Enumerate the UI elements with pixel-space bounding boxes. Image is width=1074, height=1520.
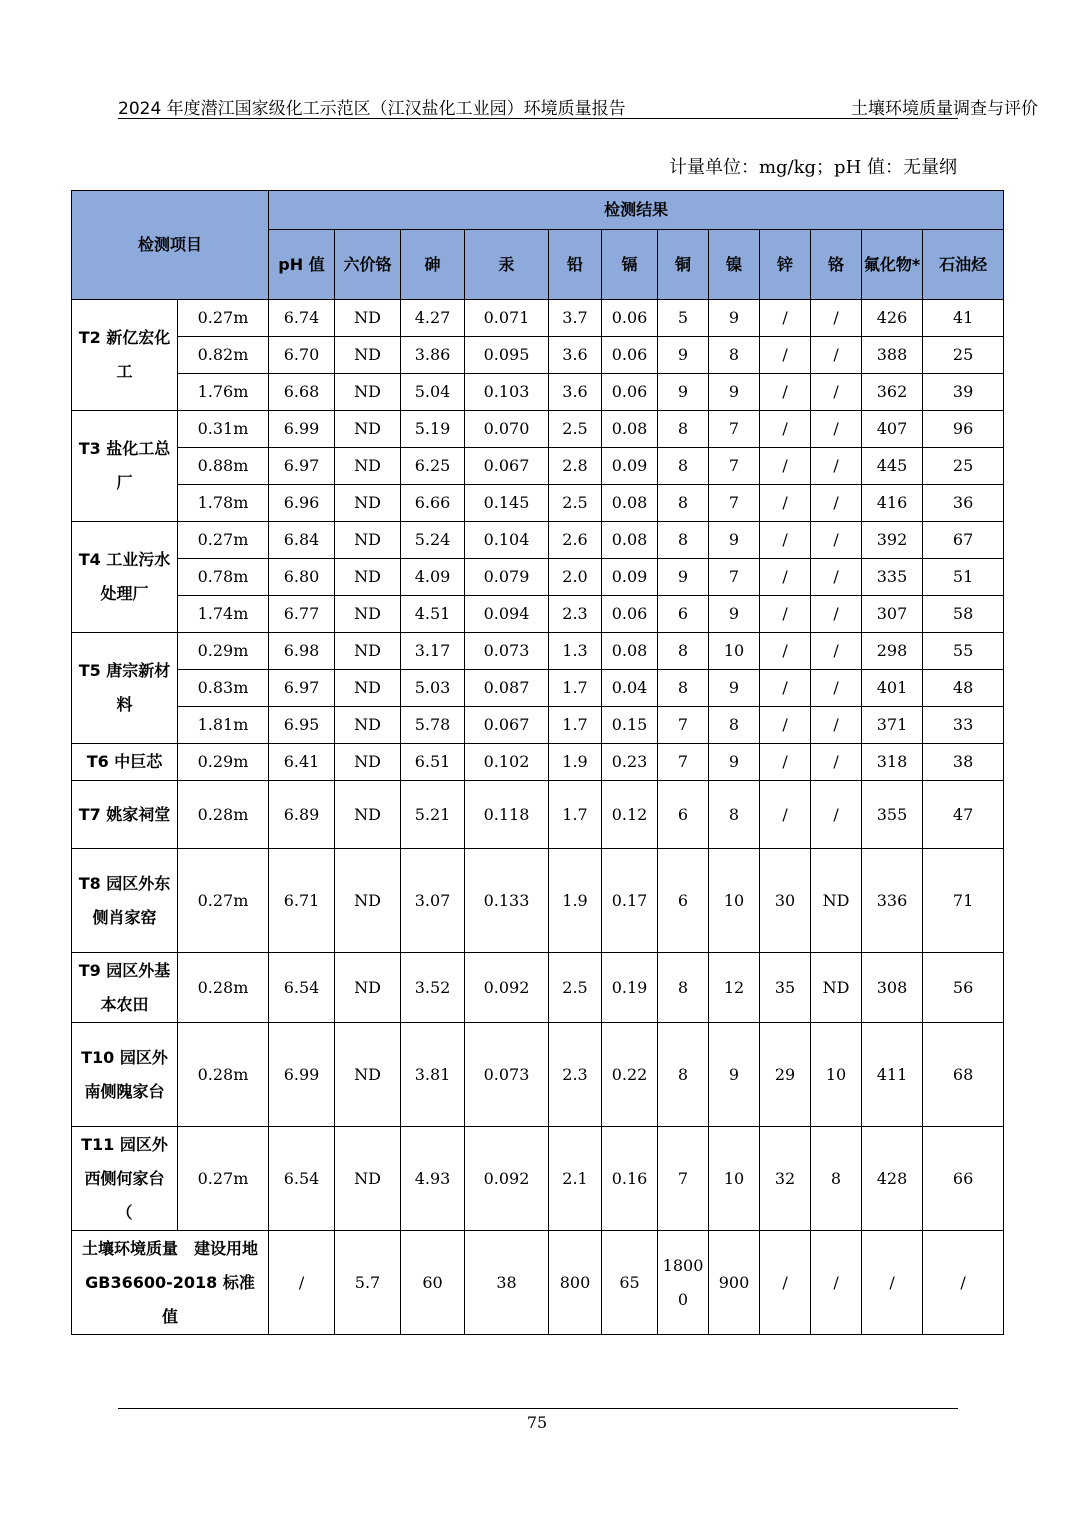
depth-cell: 0.28m	[178, 781, 269, 849]
depth-cell: 0.28m	[178, 1023, 269, 1127]
value-cell: 0.073	[465, 1023, 549, 1127]
value-cell: 3.07	[401, 849, 465, 953]
header-rule	[118, 118, 958, 119]
value-cell: 6.25	[401, 448, 465, 485]
value-cell: 5.21	[401, 781, 465, 849]
value-cell: /	[811, 485, 862, 522]
value-cell: /	[811, 633, 862, 670]
value-cell: 6.68	[269, 374, 335, 411]
value-cell: /	[760, 596, 811, 633]
value-cell: 0.067	[465, 448, 549, 485]
value-cell: 1.9	[549, 849, 602, 953]
value-cell: 6.66	[401, 485, 465, 522]
table-row	[72, 559, 1004, 596]
value-cell: ND	[335, 485, 401, 522]
value-cell: 7	[709, 448, 760, 485]
value-cell: 3.17	[401, 633, 465, 670]
value-cell: 25	[923, 337, 1004, 374]
value-cell: 0.079	[465, 559, 549, 596]
value-cell: 39	[923, 374, 1004, 411]
column-header: 汞	[465, 230, 549, 300]
value-cell: 7	[709, 485, 760, 522]
depth-cell: 0.82m	[178, 337, 269, 374]
page-number: 75	[526, 1413, 548, 1432]
depth-cell: 0.83m	[178, 670, 269, 707]
value-cell: 0.092	[465, 1127, 549, 1231]
standard-value-cell: /	[923, 1231, 1004, 1335]
value-cell: 1.7	[549, 670, 602, 707]
value-cell: 41	[923, 300, 1004, 337]
site-name-cell: T7 姚家祠堂	[72, 781, 178, 849]
value-cell: 428	[862, 1127, 923, 1231]
value-cell: 3.52	[401, 953, 465, 1023]
value-cell: 0.08	[602, 411, 658, 448]
value-cell: 2.5	[549, 953, 602, 1023]
standard-row	[72, 1231, 1004, 1335]
depth-cell: 0.88m	[178, 448, 269, 485]
value-cell: 48	[923, 670, 1004, 707]
value-cell: /	[811, 411, 862, 448]
value-cell: ND	[335, 670, 401, 707]
value-cell: /	[760, 485, 811, 522]
depth-cell: 1.76m	[178, 374, 269, 411]
standard-label-cell: 土壤环境质量 建设用地 GB36600-2018 标准值	[72, 1231, 269, 1335]
value-cell: ND	[335, 522, 401, 559]
value-cell: /	[760, 744, 811, 781]
column-header: 镉	[602, 230, 658, 300]
value-cell: 6.41	[269, 744, 335, 781]
value-cell: 0.118	[465, 781, 549, 849]
value-cell: 10	[709, 633, 760, 670]
value-cell: 5	[658, 300, 709, 337]
value-cell: 2.8	[549, 448, 602, 485]
site-name-cell: T6 中巨芯	[72, 744, 178, 781]
standard-value-cell: /	[269, 1231, 335, 1335]
value-cell: 1.7	[549, 707, 602, 744]
value-cell: 0.09	[602, 559, 658, 596]
table-row	[72, 744, 1004, 781]
depth-cell: 0.27m	[178, 849, 269, 953]
column-header: 砷	[401, 230, 465, 300]
site-name-cell: T8 园区外东侧肖家窑	[72, 849, 178, 953]
value-cell: 7	[709, 411, 760, 448]
value-cell: 0.094	[465, 596, 549, 633]
standard-value-cell: /	[811, 1231, 862, 1335]
value-cell: 8	[811, 1127, 862, 1231]
depth-cell: 0.31m	[178, 411, 269, 448]
value-cell: 416	[862, 485, 923, 522]
value-cell: 8	[709, 337, 760, 374]
value-cell: 1.7	[549, 781, 602, 849]
value-cell: 10	[709, 849, 760, 953]
value-cell: 0.08	[602, 522, 658, 559]
header-row-group	[72, 191, 1004, 230]
value-cell: 30	[760, 849, 811, 953]
value-cell: /	[811, 374, 862, 411]
value-cell: 1.9	[549, 744, 602, 781]
value-cell: 35	[760, 953, 811, 1023]
value-cell: 6.80	[269, 559, 335, 596]
value-cell: 5.19	[401, 411, 465, 448]
value-cell: 6.77	[269, 596, 335, 633]
value-cell: 7	[658, 1127, 709, 1231]
value-cell: 3.6	[549, 374, 602, 411]
value-cell: 2.1	[549, 1127, 602, 1231]
value-cell: 9	[709, 522, 760, 559]
site-name-cell: T5 唐宗新材料	[72, 633, 178, 744]
value-cell: 10	[811, 1023, 862, 1127]
value-cell: 6.97	[269, 670, 335, 707]
value-cell: ND	[335, 953, 401, 1023]
value-cell: 0.071	[465, 300, 549, 337]
value-cell: 6.71	[269, 849, 335, 953]
value-cell: 6.97	[269, 448, 335, 485]
value-cell: /	[760, 448, 811, 485]
depth-cell: 0.29m	[178, 633, 269, 670]
table-row	[72, 1127, 1004, 1231]
value-cell: /	[811, 707, 862, 744]
value-cell: 12	[709, 953, 760, 1023]
value-cell: 0.04	[602, 670, 658, 707]
value-cell: 6	[658, 849, 709, 953]
value-cell: /	[811, 670, 862, 707]
value-cell: ND	[335, 781, 401, 849]
value-cell: 8	[658, 670, 709, 707]
table-row	[72, 522, 1004, 559]
value-cell: 8	[658, 522, 709, 559]
value-cell: ND	[335, 300, 401, 337]
site-name-cell: T4 工业污水处理厂	[72, 522, 178, 633]
value-cell: 0.104	[465, 522, 549, 559]
header-right-title: 土壤环境质量调查与评价	[851, 99, 1038, 119]
value-cell: 7	[709, 559, 760, 596]
value-cell: 25	[923, 448, 1004, 485]
value-cell: /	[811, 559, 862, 596]
value-cell: 6.74	[269, 300, 335, 337]
value-cell: 55	[923, 633, 1004, 670]
table-row	[72, 448, 1004, 485]
value-cell: 6	[658, 596, 709, 633]
value-cell: 0.09	[602, 448, 658, 485]
value-cell: 2.3	[549, 1023, 602, 1127]
standard-value-cell: 60	[401, 1231, 465, 1335]
depth-cell: 0.27m	[178, 300, 269, 337]
value-cell: ND	[335, 337, 401, 374]
value-cell: 0.08	[602, 485, 658, 522]
value-cell: 66	[923, 1127, 1004, 1231]
value-cell: 67	[923, 522, 1004, 559]
value-cell: 407	[862, 411, 923, 448]
value-cell: 0.087	[465, 670, 549, 707]
value-cell: 3.86	[401, 337, 465, 374]
table-row	[72, 670, 1004, 707]
table-row	[72, 337, 1004, 374]
value-cell: 355	[862, 781, 923, 849]
table-row	[72, 707, 1004, 744]
standard-value-cell: 65	[602, 1231, 658, 1335]
value-cell: /	[811, 337, 862, 374]
value-cell: 2.3	[549, 596, 602, 633]
value-cell: 5.04	[401, 374, 465, 411]
header-results-group: 检测结果	[269, 191, 1004, 230]
value-cell: ND	[335, 411, 401, 448]
value-cell: /	[760, 707, 811, 744]
value-cell: ND	[335, 707, 401, 744]
value-cell: 29	[760, 1023, 811, 1127]
value-cell: 7	[658, 707, 709, 744]
value-cell: 411	[862, 1023, 923, 1127]
value-cell: 0.19	[602, 953, 658, 1023]
value-cell: 56	[923, 953, 1004, 1023]
value-cell: 9	[658, 374, 709, 411]
value-cell: 9	[658, 559, 709, 596]
value-cell: 0.073	[465, 633, 549, 670]
value-cell: 38	[923, 744, 1004, 781]
standard-value-cell: 900	[709, 1231, 760, 1335]
value-cell: 33	[923, 707, 1004, 744]
value-cell: 9	[658, 337, 709, 374]
value-cell: 7	[658, 744, 709, 781]
value-cell: ND	[335, 596, 401, 633]
header-left-title: 2024 年度潜江国家级化工示范区（江汉盐化工业园）环境质量报告	[118, 99, 626, 119]
site-name-cell: T3 盐化工总厂	[72, 411, 178, 522]
value-cell: 362	[862, 374, 923, 411]
value-cell: 336	[862, 849, 923, 953]
table-row	[72, 485, 1004, 522]
value-cell: 0.23	[602, 744, 658, 781]
value-cell: 6.84	[269, 522, 335, 559]
value-cell: 32	[760, 1127, 811, 1231]
value-cell: 3.6	[549, 337, 602, 374]
value-cell: 51	[923, 559, 1004, 596]
value-cell: 9	[709, 1023, 760, 1127]
value-cell: 0.16	[602, 1127, 658, 1231]
value-cell: 0.145	[465, 485, 549, 522]
value-cell: 0.22	[602, 1023, 658, 1127]
table-row	[72, 300, 1004, 337]
value-cell: 71	[923, 849, 1004, 953]
depth-cell: 0.27m	[178, 1127, 269, 1231]
value-cell: ND	[335, 744, 401, 781]
value-cell: 335	[862, 559, 923, 596]
value-cell: 47	[923, 781, 1004, 849]
value-cell: /	[760, 559, 811, 596]
value-cell: 401	[862, 670, 923, 707]
value-cell: /	[760, 633, 811, 670]
value-cell: 8	[658, 448, 709, 485]
value-cell: 5.03	[401, 670, 465, 707]
value-cell: 0.102	[465, 744, 549, 781]
depth-cell: 1.78m	[178, 485, 269, 522]
value-cell: 0.17	[602, 849, 658, 953]
table-body	[72, 300, 1004, 1335]
value-cell: /	[760, 522, 811, 559]
column-header: 锌	[760, 230, 811, 300]
value-cell: 307	[862, 596, 923, 633]
value-cell: /	[811, 522, 862, 559]
value-cell: 6.98	[269, 633, 335, 670]
depth-cell: 0.28m	[178, 953, 269, 1023]
value-cell: 9	[709, 300, 760, 337]
value-cell: 4.51	[401, 596, 465, 633]
header-test-item: 检测项目	[72, 191, 269, 300]
value-cell: ND	[335, 559, 401, 596]
value-cell: ND	[811, 953, 862, 1023]
value-cell: 6	[658, 781, 709, 849]
value-cell: /	[811, 448, 862, 485]
site-name-cell: T2 新亿宏化工	[72, 300, 178, 411]
value-cell: /	[760, 337, 811, 374]
value-cell: 1.3	[549, 633, 602, 670]
table-row	[72, 596, 1004, 633]
value-cell: 0.103	[465, 374, 549, 411]
value-cell: 4.93	[401, 1127, 465, 1231]
value-cell: 6.51	[401, 744, 465, 781]
value-cell: 0.08	[602, 633, 658, 670]
value-cell: ND	[335, 633, 401, 670]
value-cell: 298	[862, 633, 923, 670]
depth-cell: 0.29m	[178, 744, 269, 781]
value-cell: 6.54	[269, 1127, 335, 1231]
value-cell: 2.5	[549, 411, 602, 448]
value-cell: 96	[923, 411, 1004, 448]
soil-results-table	[71, 190, 1004, 1335]
table-row	[72, 953, 1004, 1023]
value-cell: 3.81	[401, 1023, 465, 1127]
value-cell: 0.06	[602, 337, 658, 374]
value-cell: 0.067	[465, 707, 549, 744]
value-cell: 68	[923, 1023, 1004, 1127]
value-cell: /	[760, 670, 811, 707]
value-cell: 0.15	[602, 707, 658, 744]
value-cell: ND	[335, 448, 401, 485]
value-cell: ND	[335, 1023, 401, 1127]
value-cell: 9	[709, 744, 760, 781]
table-row	[72, 781, 1004, 849]
value-cell: 0.06	[602, 300, 658, 337]
value-cell: 9	[709, 374, 760, 411]
value-cell: 58	[923, 596, 1004, 633]
value-cell: /	[760, 374, 811, 411]
column-header: 铬	[811, 230, 862, 300]
value-cell: 2.6	[549, 522, 602, 559]
value-cell: /	[760, 411, 811, 448]
value-cell: /	[760, 781, 811, 849]
standard-value-cell: /	[862, 1231, 923, 1335]
column-header: 铅	[549, 230, 602, 300]
table-row	[72, 411, 1004, 448]
value-cell: 8	[658, 633, 709, 670]
value-cell: 0.12	[602, 781, 658, 849]
column-header: 石油烃	[923, 230, 1004, 300]
value-cell: 0.092	[465, 953, 549, 1023]
value-cell: 9	[709, 596, 760, 633]
standard-value-cell: 800	[549, 1231, 602, 1335]
value-cell: ND	[335, 849, 401, 953]
site-name-cell: T11 园区外西侧何家台（	[72, 1127, 178, 1231]
value-cell: 8	[658, 411, 709, 448]
value-cell: /	[811, 781, 862, 849]
value-cell: 6.89	[269, 781, 335, 849]
depth-cell: 1.81m	[178, 707, 269, 744]
column-header: 镍	[709, 230, 760, 300]
footer-rule	[118, 1408, 958, 1409]
value-cell: 388	[862, 337, 923, 374]
value-cell: 4.27	[401, 300, 465, 337]
value-cell: 0.095	[465, 337, 549, 374]
value-cell: ND	[811, 849, 862, 953]
value-cell: 8	[658, 485, 709, 522]
depth-cell: 0.27m	[178, 522, 269, 559]
value-cell: /	[811, 744, 862, 781]
value-cell: /	[811, 300, 862, 337]
value-cell: 8	[658, 1023, 709, 1127]
value-cell: 445	[862, 448, 923, 485]
value-cell: 10	[709, 1127, 760, 1231]
value-cell: 8	[709, 707, 760, 744]
standard-value-cell: 38	[465, 1231, 549, 1335]
value-cell: 5.24	[401, 522, 465, 559]
column-header: 氟化物*	[862, 230, 923, 300]
value-cell: 318	[862, 744, 923, 781]
unit-note: 计量单位：mg/kg；pH 值：无量纲	[668, 157, 957, 178]
column-header: 铜	[658, 230, 709, 300]
depth-cell: 0.78m	[178, 559, 269, 596]
value-cell: 2.5	[549, 485, 602, 522]
table-row	[72, 374, 1004, 411]
value-cell: 426	[862, 300, 923, 337]
value-cell: 0.133	[465, 849, 549, 953]
value-cell: 6.99	[269, 1023, 335, 1127]
value-cell: 6.70	[269, 337, 335, 374]
value-cell: ND	[335, 1127, 401, 1231]
value-cell: 0.06	[602, 596, 658, 633]
column-header: 六价铬	[335, 230, 401, 300]
value-cell: 6.96	[269, 485, 335, 522]
value-cell: /	[811, 596, 862, 633]
table-row	[72, 633, 1004, 670]
value-cell: 9	[709, 670, 760, 707]
value-cell: 308	[862, 953, 923, 1023]
site-name-cell: T9 园区外基本农田	[72, 953, 178, 1023]
value-cell: 36	[923, 485, 1004, 522]
value-cell: 6.99	[269, 411, 335, 448]
value-cell: 6.95	[269, 707, 335, 744]
value-cell: 3.7	[549, 300, 602, 337]
table-row	[72, 1023, 1004, 1127]
value-cell: 5.78	[401, 707, 465, 744]
value-cell: ND	[335, 374, 401, 411]
depth-cell: 1.74m	[178, 596, 269, 633]
value-cell: 2.0	[549, 559, 602, 596]
value-cell: 4.09	[401, 559, 465, 596]
column-header: pH 值	[269, 230, 335, 300]
standard-value-cell: 18000	[658, 1231, 709, 1335]
standard-value-cell: 5.7	[335, 1231, 401, 1335]
value-cell: /	[760, 300, 811, 337]
standard-value-cell: /	[760, 1231, 811, 1335]
table-row	[72, 849, 1004, 953]
value-cell: 6.54	[269, 953, 335, 1023]
value-cell: 392	[862, 522, 923, 559]
value-cell: 8	[709, 781, 760, 849]
value-cell: 0.070	[465, 411, 549, 448]
value-cell: 371	[862, 707, 923, 744]
site-name-cell: T10 园区外南侧隗家台	[72, 1023, 178, 1127]
value-cell: 8	[658, 953, 709, 1023]
value-cell: 0.06	[602, 374, 658, 411]
